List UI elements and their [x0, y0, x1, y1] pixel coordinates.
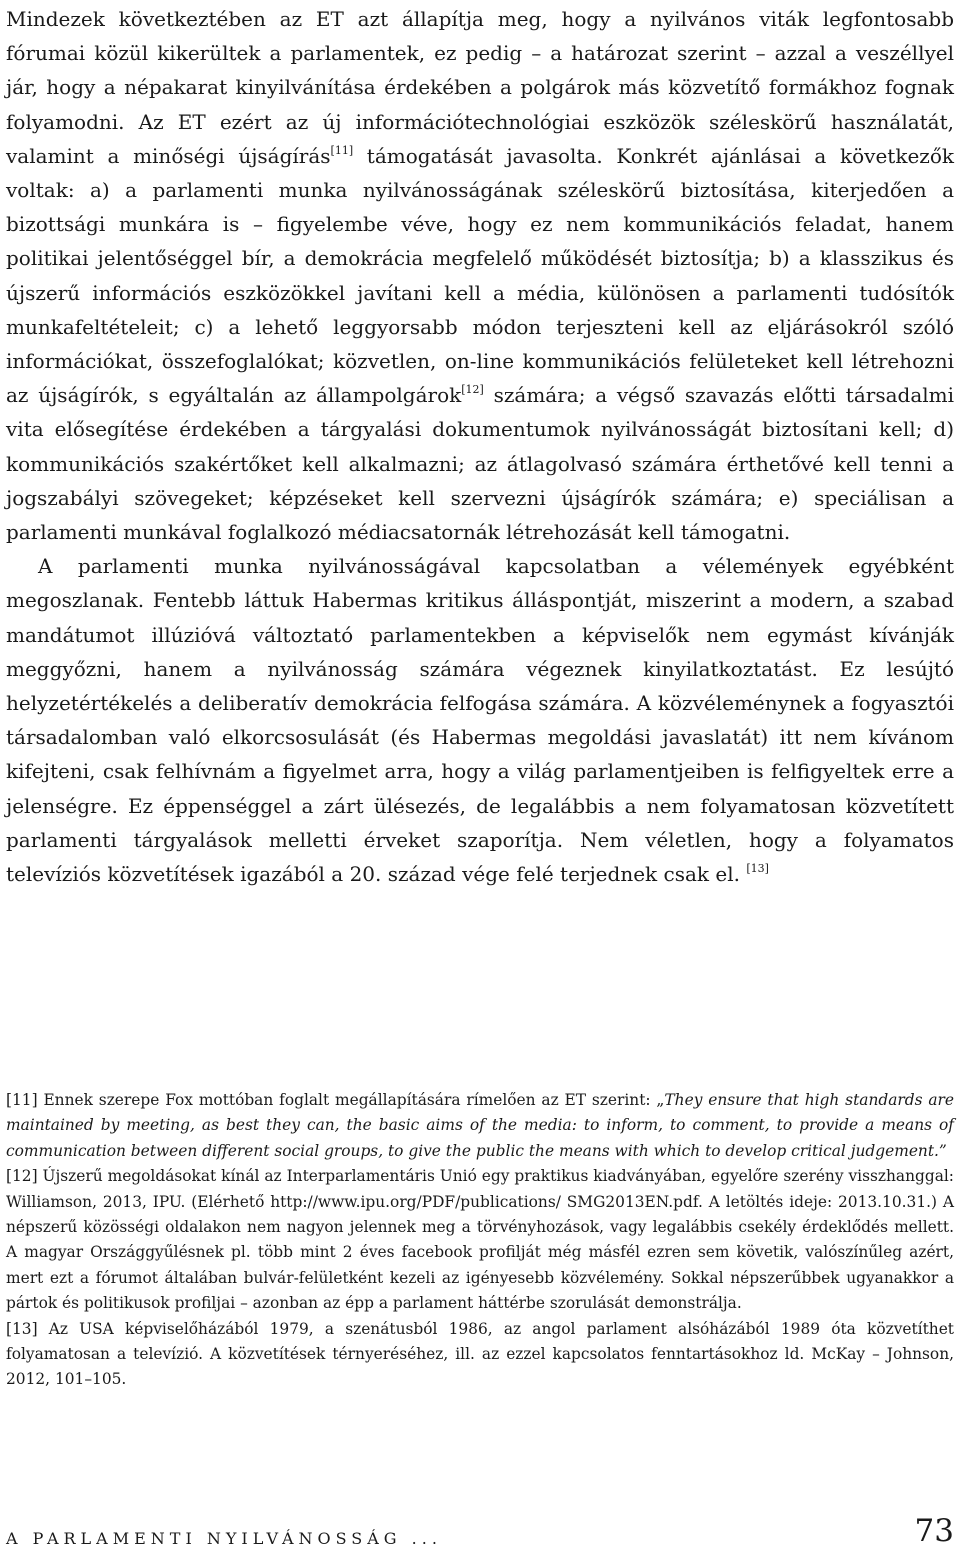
footnote-11-close: ” — [938, 1141, 947, 1160]
footnote-11-text: Ennek szerepe Fox mottóban foglalt megállapítására rímelően az ET szerint: „ — [37, 1091, 665, 1109]
footnote-ref-13[interactable]: [13] — [746, 862, 769, 876]
page-number: 73 — [914, 1513, 954, 1549]
paragraph-1-part-b: támogatását javasolta. Konkrét ajánlásai a következők voltak: a) a parlamenti munka nyilvánosságának széleskörű biztosítása, kiterjedően a bizottsági munkára is – figyelembe véve, hogy ez nem kommunikációs feladat, hanem politikai jelentőséggel bír, a demokrácia megfelelő működését biztosítja; b) a klasszikus és újszerű információs eszközökkel javítani kell a média, különösen a parlamenti tudósítók munkafeltételeit; c) a lehető leggyorsabb módon terjeszteni kell az eljárásokról szóló információkat, összefoglalókat; közvetlen, on-line kommunikációs felületeket kell létrehozni az újságírók, s egyáltalán az állampolgárok — [6, 143, 954, 408]
main-text — [6, 2, 954, 891]
footnote-12 — [6, 1164, 954, 1316]
running-title: A PARLAMENTI NYILVÁNOSSÁG ... — [6, 1529, 442, 1548]
footnote-12-marker: [12] — [6, 1167, 38, 1186]
footnote-11-marker: [11] — [6, 1091, 38, 1109]
paragraph-1 — [6, 2, 954, 549]
footnote-12-text: Újszerű megoldásokat kínál az Interparlamentáris Unió egy praktikus kiadványában, egyelőre szerény visszhanggal: Williamson, 2013, IPU. (Elérhető http://www.ipu.org/PDF/publications/ SMG2013EN.pdf. A letöltés ideje: 2013.10.31.) A népszerű közösségi oldalakon nem nagyon jelennek meg a törvényhozások, vagy legalábbis csekély érdeklődés mellett. A magyar Országgyűlésnek pl. több mint 2 éves facebook profilját még másfél ezren sem követik, valószínűleg azért, mert ezt a fórumot általában bulvár-felületként kezeli az igényesebb közvélemény. Sokkal népszerűbbek ugyanakkor a pártok és politikusok profiljai – azonban az épp a parlament háttérbe szorulását demonstrálja. — [6, 1167, 954, 1313]
paragraph-2 — [6, 549, 954, 891]
paragraph-1-part-c: számára; a végső szavazás előtti társadalmi vita elősegítése érdekében a tárgyalási dokumentumok nyilvánosságát biztosítani kell; d) kommunikációs szakértőket kell alkalmazni; az átlagolvasó számára érthetővé kell tenni a jogszabályi szövegeket; képzéseket kell szervezni újságírók számára; e) speciálisan a parlamenti munkával foglalkozó médiacsatornák létrehozását kell támogatni. — [6, 383, 955, 545]
footnote-ref-12[interactable]: [12] — [461, 383, 484, 397]
footnote-13-text: Az USA képviselőházából 1979, a szenátusból 1986, az angol parlament alsóházából 1989 óta közvetíthet folyamatosan a televízió. A közvetítések térnyeréséhez, ill. az ezzel kapcsolatos fenntartásokhoz ld. McKay – Johnson, 2012, 101–105. — [6, 1319, 954, 1389]
footnotes — [6, 1088, 954, 1393]
footnote-11-quote: They ensure that high standards are maintained by meeting, as best they can, the basic aims of the media: to inform, to comment, to provide a means of communication between different social groups, to give the public the means with which to develop critical judgement. — [6, 1091, 954, 1160]
footnote-13 — [6, 1317, 954, 1393]
document-page — [6, 0, 954, 1554]
footnote-13-marker: [13] — [6, 1319, 38, 1338]
paragraph-1-part-a: Mindezek következtében az ET azt állapítja meg, hogy a nyilvános viták legfontosabb fórumai közül kikerültek a parlamentek, ez pedig – a határozat szerint – azzal a veszéllyel jár, hogy a népakarat kinyilvánítása érdekében a polgárok más közvetítő formákhoz fognak folyamodni. Az ET ezért az új információtechnológiai eszközök széleskörű használatát, valamint a minőségi újságírás — [6, 7, 954, 168]
page-footer — [6, 1513, 954, 1559]
footnote-11 — [6, 1088, 954, 1164]
footnote-ref-11[interactable]: [11] — [330, 143, 354, 157]
paragraph-2-text: A parlamenti munka nyilvánosságával kapcsolatban a vélemények egyébként megoszlanak. Fentebb láttuk Habermas kritikus álláspontját, miszerint a modern, a szabad mandátumot illúzióvá változtató parlamentekben a képviselők nem egymást kívánják meggyőzni, hanem a nyilvánosság számára végeznek kinyilatkoztatást. Ez lesújtó helyzetértékelés a deliberatív demokrácia felfogása számára. A közvéleménynek a fogyasztói társadalomban való elkorcsosulását (és Habermas megoldási javaslatát) itt nem kívánom kifejteni, csak felhívnám a figyelmet arra, hogy a világ parlamentjeiben is felfigyeltek erre a jelenségre. Ez éppenséggel a zárt ülésezés, de legalábbis a nem folyamatosan közvetített parlamenti tárgyalások melletti érveket szaporítja. Nem véletlen, hogy a folyamatos televíziós közvetítések igazából a 20. század vége felé terjednek csak el. — [6, 554, 954, 887]
